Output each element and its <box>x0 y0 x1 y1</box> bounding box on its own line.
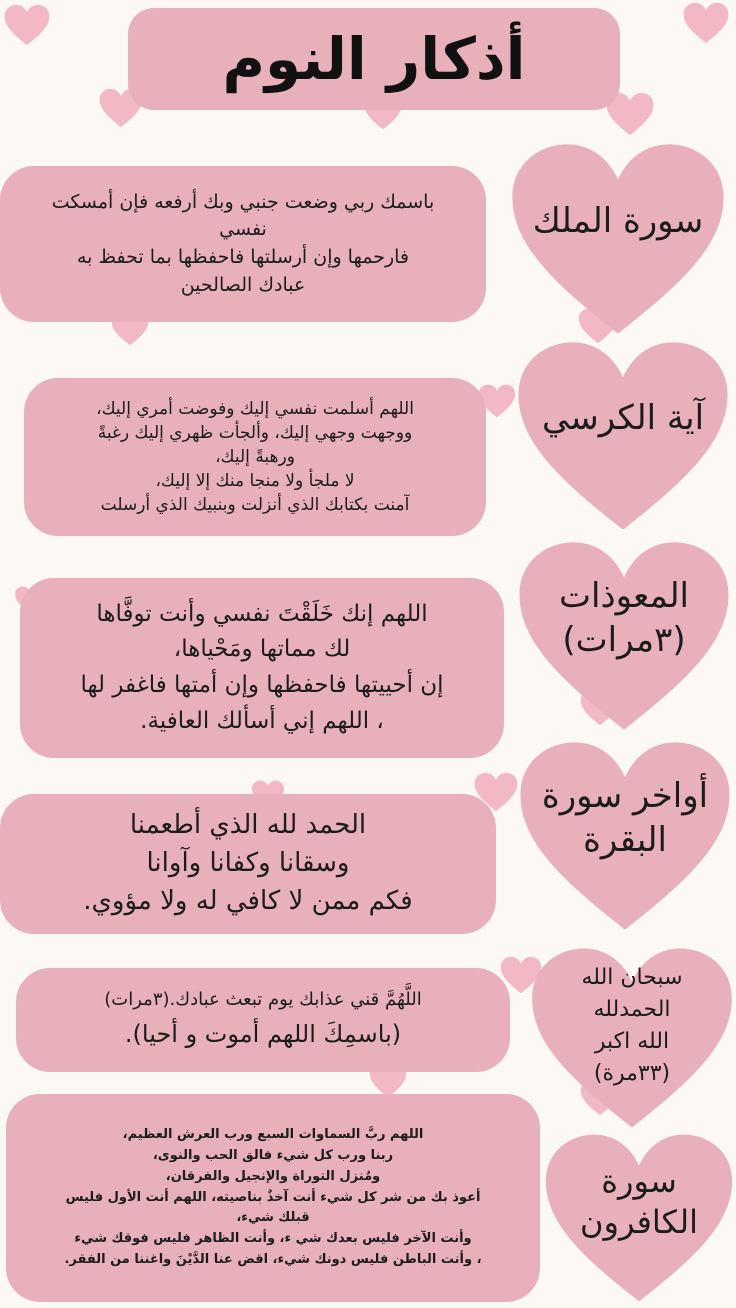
dhikr-line: آمنت بكتابك الذي أنزلت وبنبيك الذي أرسلت <box>100 495 410 516</box>
dhikr-line: أعوذ بك من شر كل شيء أنت آخذٌ بناصيته، اللهم أنت الأول فليس <box>65 1189 481 1205</box>
heart-label: سورة الملك <box>532 201 704 242</box>
dhikr-box <box>16 968 510 1072</box>
dhikr-line: اللهم إنك خَلَقْتَ نفسي وأنت توفَّاها <box>96 600 428 627</box>
heart-label: الله اكبر <box>594 1029 670 1055</box>
dhikr-line: ربنا ورب كل شيء فالق الحب والنوى، <box>152 1148 394 1163</box>
heart-al-muawwidhat <box>512 538 736 734</box>
dhikr-line: عبادك الصالحين <box>180 273 306 296</box>
heart-label: (٣٣مرة) <box>593 1061 671 1087</box>
title-banner <box>128 8 620 110</box>
heart-label: البقرة <box>583 820 667 861</box>
dhikr-line: ، اللهم إني أسألك العافية. <box>140 707 384 734</box>
heart-label: الكافرون <box>580 1203 698 1242</box>
dhikr-box <box>20 578 504 758</box>
heart-awakhir-al-baqarah <box>514 738 736 934</box>
dhikr-line: الحمد لله الذي أطعمنا <box>129 810 367 841</box>
dhikr-line: ومُنزل التوراة والإنجيل والفرقان، <box>165 1168 381 1184</box>
heart-label: أواخر سورة <box>541 776 709 817</box>
decorative-heart-icon <box>680 2 732 44</box>
dhikr-line: اللهم أسلمت نفسي إليك وفوضت أمري إليك، <box>96 398 414 419</box>
heart-label: الحمدلله <box>593 997 671 1023</box>
dhikr-line: وسقانا وكفانا وآوانا <box>146 848 350 879</box>
dhikr-line: لا ملجأ ولا منجا منك إلا إليك، <box>155 471 355 492</box>
dhikr-box <box>24 378 486 536</box>
dhikr-line: قبلك شيء، <box>236 1210 310 1226</box>
dhikr-box <box>0 794 496 934</box>
dhikr-line: وأنت الآخر فليس بعدك شي ء، وأنت الظاهر فليس فوقك شيء <box>74 1231 472 1247</box>
heart-surat-al-mulk <box>502 140 734 338</box>
heart-ayat-al-kursi <box>510 338 736 534</box>
heart-label: (٣مرات) <box>562 620 686 661</box>
heart-label: سبحان الله <box>581 965 683 991</box>
dhikr-box <box>0 166 486 322</box>
dhikr-line: فارحمها وإن أرسلتها فاحفظها بما تحفظ به <box>77 246 410 268</box>
dhikr-line: اللهم ربَّ السماوات السبع ورب العرش العظيم، <box>122 1127 424 1143</box>
dhikr-line: نفسي <box>219 218 267 241</box>
dhikr-line: فكم ممن لا كافي له ولا مؤوي. <box>83 885 413 916</box>
dhikr-box <box>6 1094 540 1302</box>
dhikr-line: إن أحييتها فاحفظها وإن أمتها فاغفر لها <box>80 672 444 698</box>
dhikr-line: ووجهت وجهي إليك، وألجأت ظهري إليك رغبةً <box>97 422 413 443</box>
dhikr-line: ورهبةً إليك، <box>215 446 295 467</box>
dhikr-line: ، وأنت الباطن فليس دونك شيء، اقض عنا الدَّيْنَ واغننا من الفقر. <box>64 1251 482 1267</box>
decorative-heart-icon <box>2 4 52 46</box>
heart-tasbih <box>528 940 736 1136</box>
page-title: أذكار النوم <box>222 25 526 93</box>
heart-label: آية الكرسي <box>541 398 705 439</box>
heart-al-kafirun <box>542 1130 736 1306</box>
dhikr-line: اللَّهُمَّ قني عذابك يوم تبعث عبادك.(٣مرات) <box>104 989 422 1011</box>
dhikr-line: (باسمِكَ اللهم أموت و أحيا). <box>124 1020 402 1049</box>
dhikr-line: باسمك ربي وضعت جنبي وبك أرفعه فإن أمسكت <box>51 190 435 213</box>
heart-label: سورة <box>601 1161 677 1200</box>
heart-label: المعوذات <box>558 576 690 617</box>
dhikr-line: لك مماتها ومَحْياها، <box>173 636 351 663</box>
